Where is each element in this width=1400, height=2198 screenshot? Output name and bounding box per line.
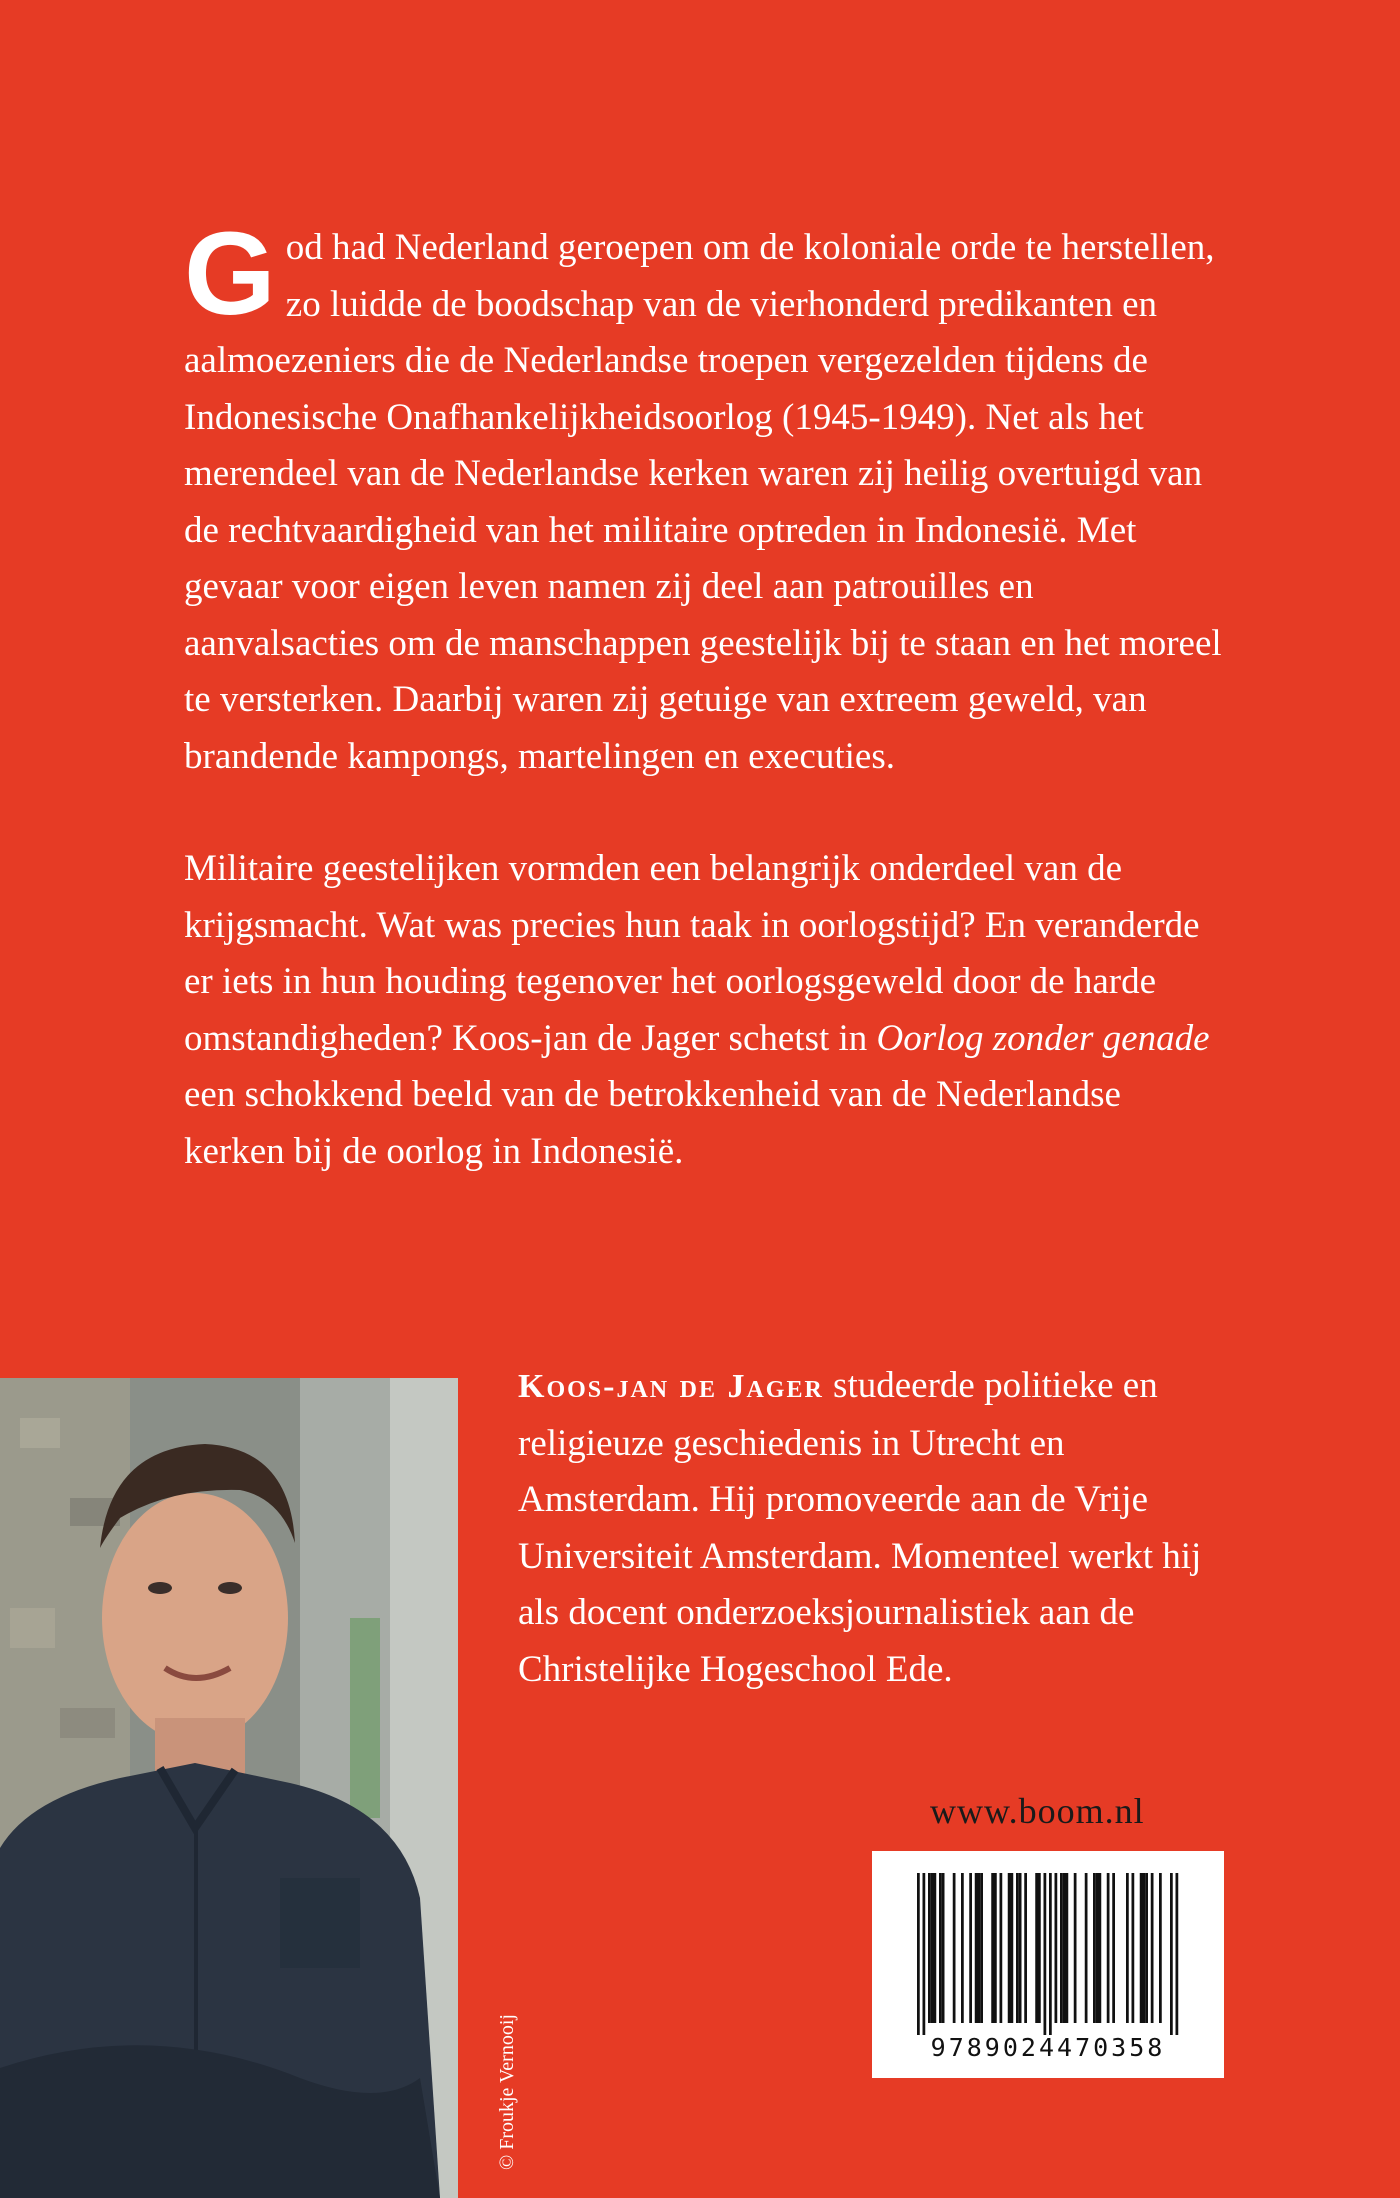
- barcode-bar: [1074, 1873, 1077, 2023]
- barcode-bar: [980, 1873, 983, 2023]
- barcode-bar: [1008, 1873, 1011, 2023]
- barcode-bar: [1096, 1873, 1099, 2023]
- barcode-bar: [1176, 1873, 1179, 2035]
- author-photo: [0, 1378, 458, 2198]
- photo-credit: © Froukje Vernooij: [496, 2014, 518, 2170]
- barcode-bar: [1107, 1873, 1110, 2023]
- publisher-website[interactable]: www.boom.nl: [930, 1791, 1145, 1831]
- barcode-bar: [1151, 1873, 1154, 2023]
- barcode-bar: [931, 1873, 934, 2023]
- author-bio-text: studeerde politieke en religieuze geschiedenis in Utrecht en Amsterdam. Hij promoveerde aan de Vrije Universiteit Amsterdam. Momenteel werkt hij als docent onderzoeksjournalistiek aan de Christelijke Hogeschool Ede.: [518, 1365, 1202, 1690]
- barcode-bar: [1132, 1873, 1135, 2023]
- barcode-bar: [1019, 1873, 1022, 2023]
- barcode-bar: [1143, 1873, 1146, 2023]
- barcode-bar: [994, 1873, 997, 2023]
- author-name: Koos-jan de Jager: [518, 1368, 824, 1405]
- barcode-bar: [1085, 1873, 1088, 2023]
- barcode-bar: [1016, 1873, 1019, 2023]
- barcode-bar: [1024, 1873, 1027, 2023]
- barcode-bars: [872, 1851, 1224, 2036]
- barcode-bar: [1035, 1873, 1038, 2023]
- barcode-bar: [934, 1873, 937, 2023]
- barcode-bar: [1159, 1873, 1162, 2023]
- author-bio: [518, 1358, 1238, 1698]
- barcode-bar: [1011, 1873, 1014, 2023]
- barcode-bar: [978, 1873, 981, 2023]
- isbn-number: 9789024470358: [930, 2033, 1166, 2062]
- book-title: Oorlog zonder genade: [876, 1017, 1210, 1059]
- barcode-bar: [1126, 1873, 1129, 2023]
- barcode-bar: [1145, 1873, 1148, 2023]
- blurb-paragraph-2-text: Militaire geestelijken vormden een belangrijk onderdeel van de krijgsmacht. Wat was precies hun taak in oorlogstijd? En veranderde er iets in hun houding tegenover het oorlogsgeweld door de harde omstandigheden? Koos-jan de Jager schetst in: [184, 848, 1200, 1059]
- barcode-bar: [1049, 1873, 1052, 2035]
- barcode-bar: [1170, 1873, 1173, 2035]
- barcode-bar: [1099, 1873, 1102, 2023]
- barcode-bar: [928, 1873, 931, 2023]
- barcode-bar: [1060, 1873, 1063, 2023]
- barcode-bar: [1066, 1873, 1069, 2023]
- barcode: [872, 1851, 1224, 2078]
- barcode-bar: [917, 1873, 920, 2035]
- barcode-bar: [1063, 1873, 1066, 2023]
- barcode-bar: [923, 1873, 926, 2035]
- blurb-paragraph-2: [184, 841, 1224, 1180]
- barcode-bar: [939, 1873, 942, 2023]
- barcode-bar: [1055, 1873, 1058, 2023]
- barcode-bar: [1044, 1873, 1047, 2035]
- barcode-bar: [1112, 1873, 1115, 2023]
- drop-cap: G: [184, 208, 276, 340]
- barcode-bar: [1140, 1873, 1143, 2023]
- blurb-paragraph-2-text-end: een schokkend beeld van de betrokkenheid van de Nederlandse kerken bij de oorlog in Indonesië.: [184, 1074, 1121, 1172]
- blurb: [184, 208, 1224, 1180]
- barcode-bar: [975, 1873, 978, 2023]
- barcode-bar: [991, 1873, 994, 2023]
- barcode-bar: [1038, 1873, 1041, 2023]
- barcode-bar: [942, 1873, 945, 2023]
- barcode-bar: [961, 1873, 964, 2023]
- barcode-bar: [953, 1873, 956, 2023]
- blurb-paragraph-1-text: od had Nederland geroepen om de koloniale orde te herstellen, zo luidde de boodschap van de vierhonderd predikanten en aalmoezeniers die de Nederlandse troepen vergezelden tijdens de Indonesische Onafhankelijkheidsoorlog (1945-1949). Net als het merendeel van de Nederlandse kerken waren zij heilig overtuigd van de rechtvaardigheid van het militaire optreden in Indonesië. Met gevaar voor eigen leven namen zij deel aan patrouilles en aanvalsacties om de manschappen geestelijk bij te staan en het moreel te versterken. Daarbij waren zij getuige van extreem geweld, van brandende kampongs, martelingen en executies.: [184, 227, 1222, 777]
- barcode-bar: [1000, 1873, 1003, 2023]
- barcode-bar: [969, 1873, 972, 2023]
- blurb-paragraph-1: [184, 208, 1224, 785]
- barcode-bar: [1093, 1873, 1096, 2023]
